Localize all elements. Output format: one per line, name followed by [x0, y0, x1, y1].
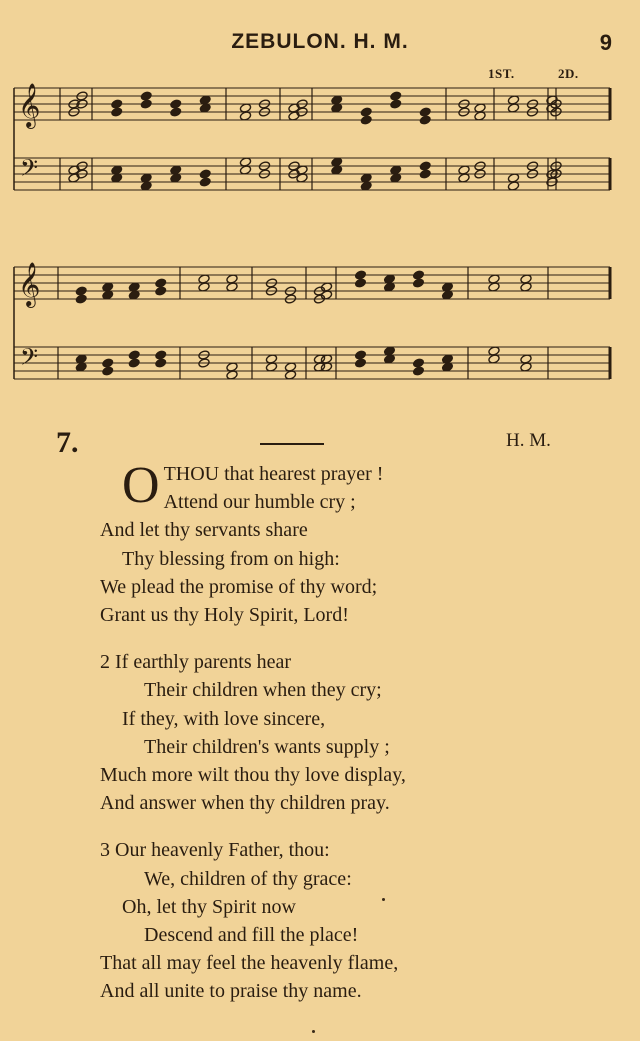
verse-line-text: Grant us thy Holy Spirit, Lord! [100, 604, 349, 627]
verse-line-text: And all unite to praise thy name. [100, 980, 362, 1003]
quarter-note [111, 107, 123, 117]
second-ending-label: 2D. [558, 66, 579, 81]
quarter-note [128, 358, 140, 368]
quarter-note [140, 99, 152, 109]
verse-line [100, 893, 620, 921]
stanza-1 [100, 457, 620, 629]
print-speck [382, 898, 385, 901]
verse-line [100, 789, 620, 817]
quarter-note [412, 278, 424, 288]
quarter-note [155, 350, 167, 360]
quarter-note [140, 91, 152, 101]
verse-line [100, 921, 620, 949]
quarter-note [102, 358, 114, 368]
verse-line-text: Oh, let thy Spirit now [122, 895, 296, 918]
music-system-2 [0, 255, 640, 410]
verse-line-text: 3 Our heavenly Father, thou: [100, 839, 330, 862]
quarter-note [354, 350, 366, 360]
title-rule [260, 443, 324, 445]
quarter-note [170, 107, 182, 117]
music-system-1 [0, 70, 640, 220]
quarter-note [360, 107, 372, 117]
verse-line-text: We plead the promise of thy word; [100, 575, 378, 598]
quarter-note [360, 115, 372, 125]
verse-line [100, 545, 620, 573]
quarter-note [412, 358, 424, 368]
quarter-note [419, 115, 431, 125]
verse-line-text: That all may feel the heavenly flame, [100, 952, 399, 975]
quarter-note [412, 366, 424, 376]
verse-line-text: And answer when thy children pray. [100, 792, 390, 815]
quarter-note [199, 177, 211, 187]
verse-line [100, 949, 620, 977]
quarter-note [354, 270, 366, 280]
verse-line-text: THOU that hearest prayer ! [163, 463, 384, 485]
verse-line [100, 977, 620, 1005]
verse-line-text: Their children's wants supply ; [144, 735, 390, 758]
verse-line-text: We, children of thy grace: [144, 867, 352, 890]
quarter-note [412, 270, 424, 280]
quarter-note [75, 294, 87, 304]
treble-clef: 𝄞 [18, 262, 41, 306]
print-speck [312, 1030, 315, 1033]
first-ending-label: 1ST. [488, 66, 515, 81]
quarter-note [390, 99, 402, 109]
verse-line-text: Thy blessing from on high: [122, 547, 340, 570]
verse-line-text: If they, with love sincere, [122, 707, 326, 730]
verse-line-text: 2 If earthly parents hear [100, 651, 292, 674]
verse-line-text: Attend our humble cry ; [163, 491, 356, 514]
quarter-note [354, 278, 366, 288]
stanza-2 [100, 648, 620, 817]
tune-title: ZEBULON. H. M. [231, 30, 409, 53]
quarter-note [155, 278, 167, 288]
quarter-note [155, 286, 167, 296]
hymn-verses [100, 457, 620, 1025]
verse-line [100, 648, 620, 676]
verse-line-text: And let thy servants share [100, 519, 308, 542]
hymn-number: 7. [56, 426, 79, 459]
verse-line [100, 573, 620, 601]
quarter-note [75, 286, 87, 296]
bass-clef: 𝄢 [20, 343, 39, 376]
verse-line-text: Descend and fill the place! [144, 924, 359, 947]
verse-line-text: Their children when they cry; [144, 679, 382, 702]
quarter-note [354, 358, 366, 368]
verse-line [100, 488, 620, 516]
drop-cap: O [122, 457, 160, 514]
verse-line [100, 676, 620, 704]
quarter-note [155, 358, 167, 368]
treble-clef: 𝄞 [18, 83, 41, 127]
verse-line [100, 705, 620, 733]
verse-line [100, 836, 620, 864]
hymn-meter: H. M. [506, 430, 551, 451]
verse-line [100, 761, 620, 789]
quarter-note [419, 169, 431, 179]
stanza-3 [100, 836, 620, 1005]
quarter-note [102, 366, 114, 376]
quarter-note [419, 161, 431, 171]
verse-line-text: Much more wilt thou thy love display, [100, 764, 406, 787]
quarter-note [170, 99, 182, 109]
quarter-note [199, 169, 211, 179]
verse-line [100, 516, 620, 544]
verse-line [100, 601, 620, 629]
quarter-note [111, 99, 123, 109]
verse-line [100, 865, 620, 893]
bass-clef: 𝄢 [20, 154, 39, 187]
quarter-note [128, 350, 140, 360]
quarter-note [419, 107, 431, 117]
verse-line [100, 733, 620, 761]
page-number: 9 [599, 30, 612, 55]
quarter-note [390, 91, 402, 101]
